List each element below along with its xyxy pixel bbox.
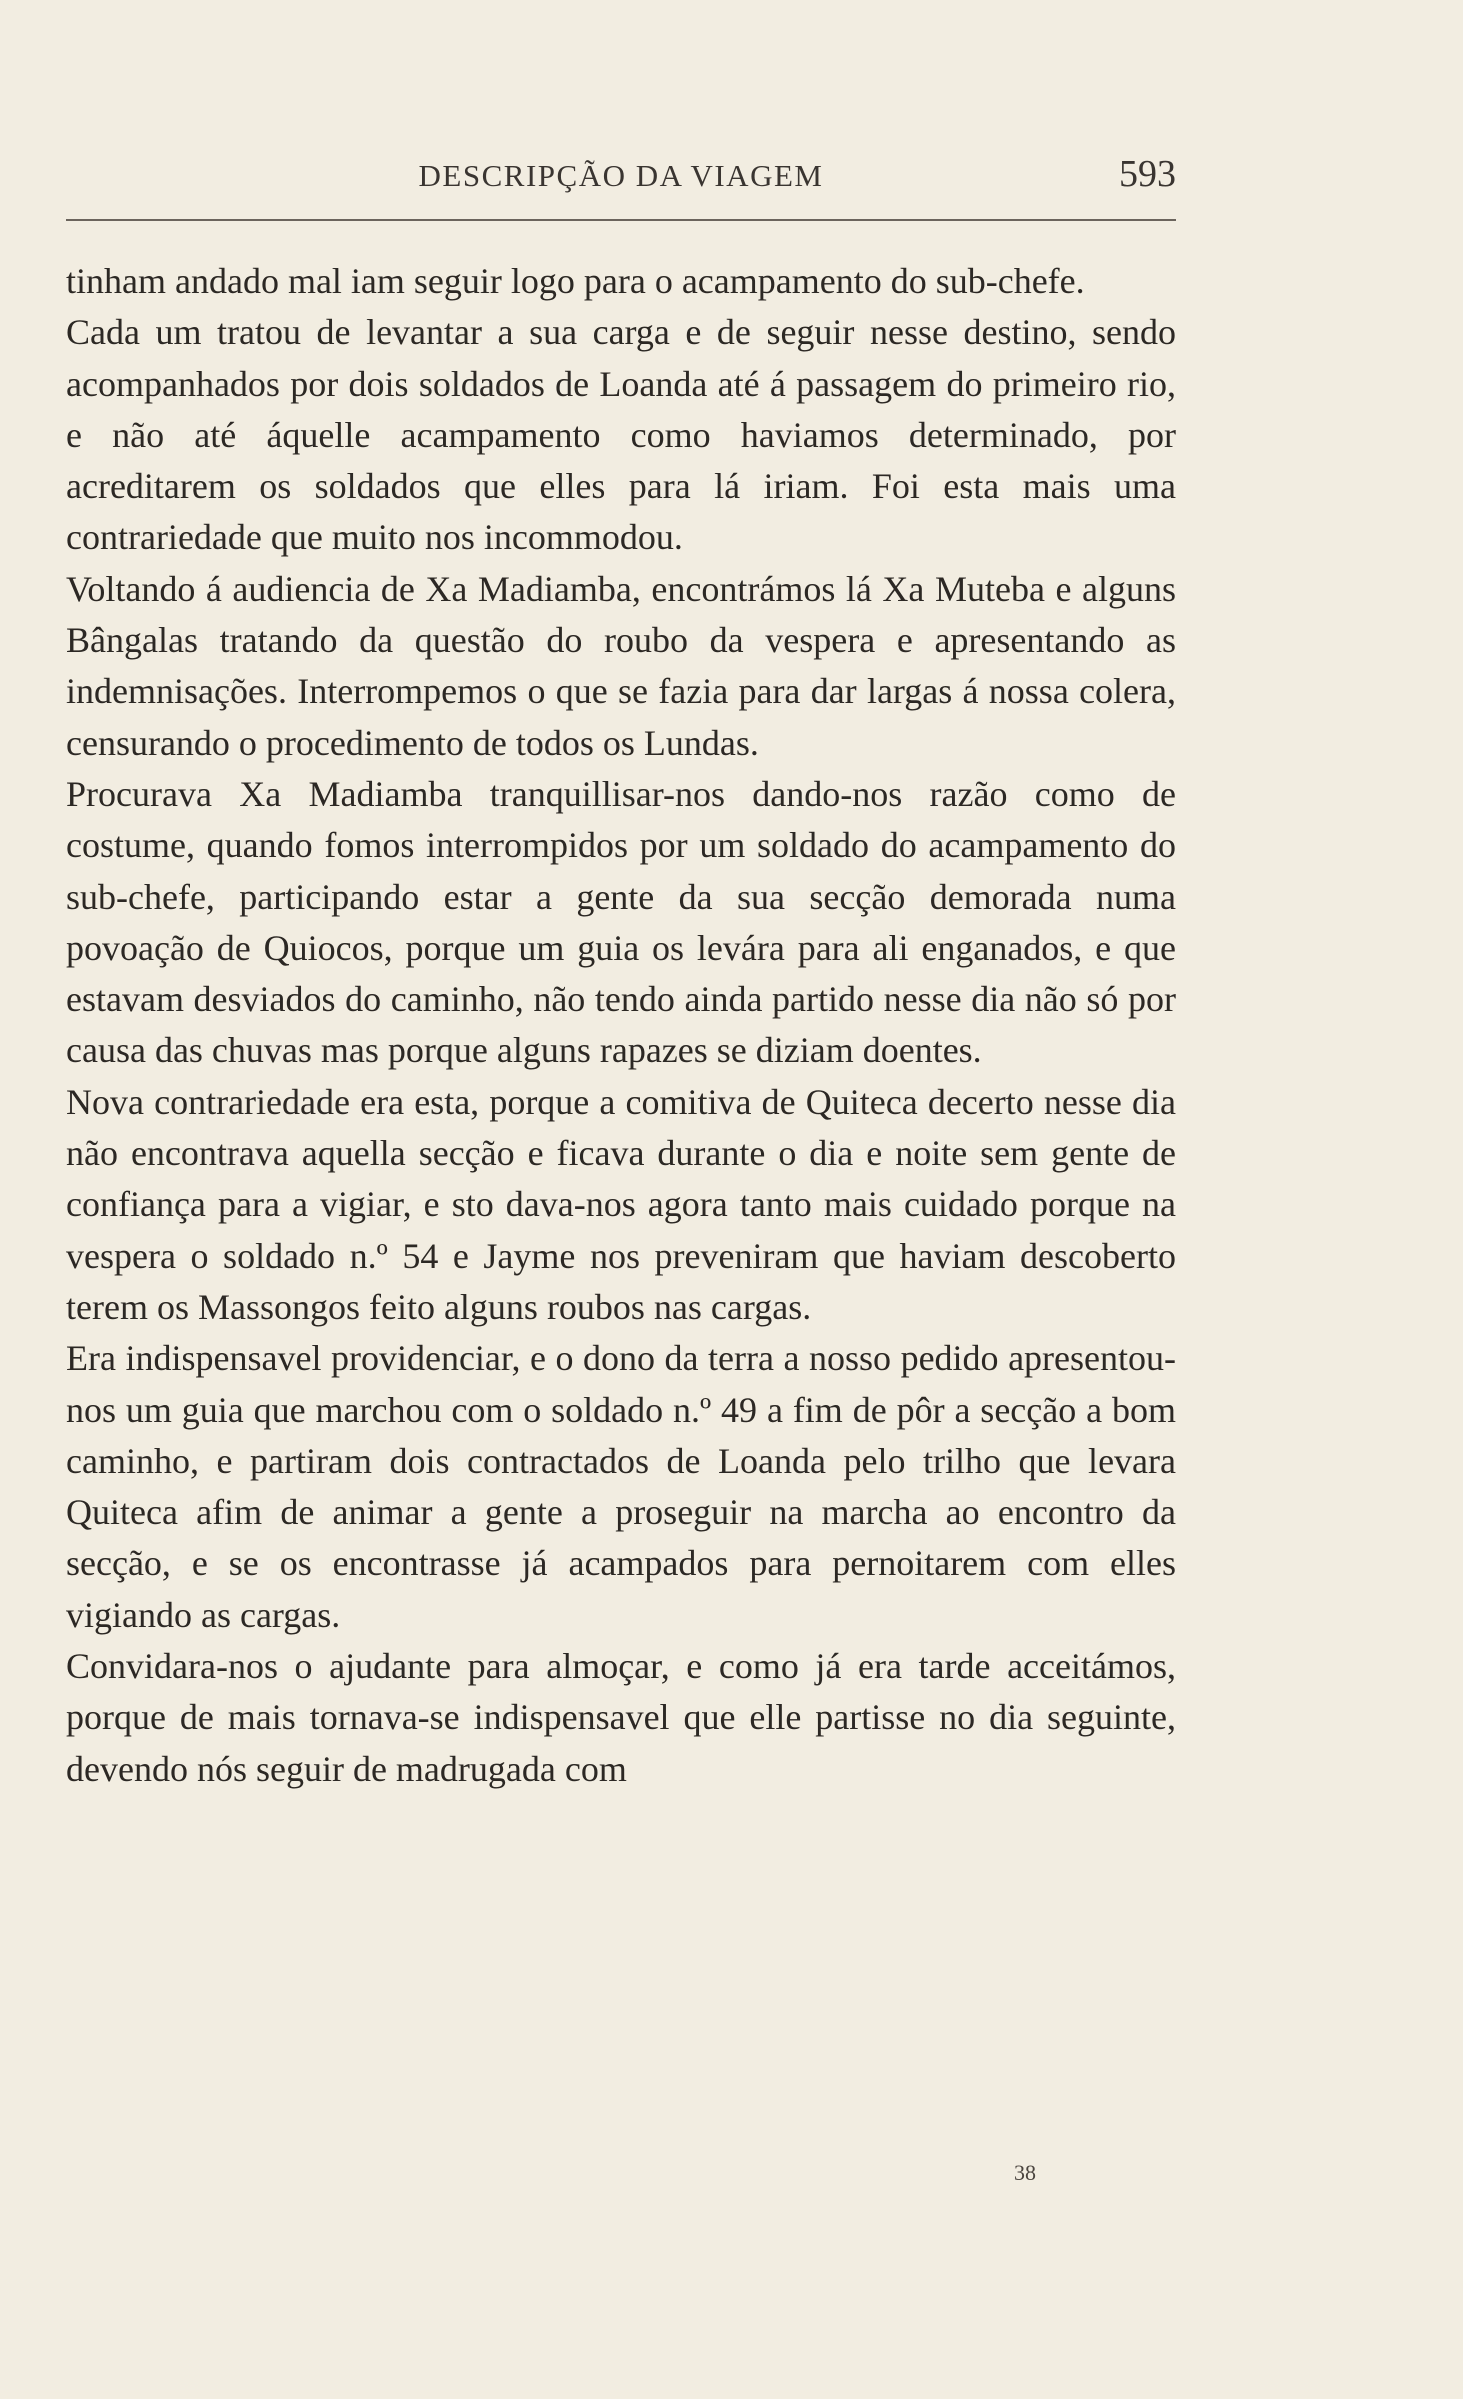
body-text — [66, 256, 1176, 1795]
paragraph: Era indispensavel providenciar, e o dono da terra a nosso pedido apresentou-nos um guia que marchou com o soldado n.º 49 a fim de pôr a secção a bom caminho, e partiram dois contractados de Loanda pelo trilho que levara Quiteca afim de animar a gente a proseguir na marcha ao encontro da secção, e se os encontrasse já acampados para pernoitarem com elles vigiando as cargas. — [66, 1338, 1176, 1635]
page-header — [66, 150, 1176, 206]
paragraph: Convidara-nos o ajudante para almoçar, e como já era tarde acceitámos, porque de mais tornava-se indispensavel que elle partisse no dia seguinte, devendo nós seguir de madrugada com — [66, 1646, 1176, 1789]
paragraph: tinham andado mal iam seguir logo para o acampamento do sub-chefe. — [66, 261, 1085, 301]
paragraph: Procurava Xa Madiamba tranquillisar-nos dando-nos razão como de costume, quando fomos interrompidos por um soldado do acampamento do sub-chefe, participando estar a gente da sua secção demorada numa povoação de Quiocos, porque um guia os levára para ali enganados, e que estavam desviados do caminho, não tendo ainda partido nesse dia não só por causa das chuvas mas porque alguns rapazes se diziam doentes. — [66, 773, 1176, 1071]
page-number: 593 — [1119, 153, 1176, 195]
paragraph: Cada um tratou de levantar a sua carga e de seguir nesse destino, sendo acompanhados por dois soldados de Loanda até á passagem do primeiro rio, e não até áquelle acampamento como haviamos determinado, por acreditarem os soldados que elles para lá iriam. Foi esta mais uma contrariedade que muito nos incommodou. — [66, 312, 1176, 558]
paragraph: Voltando á audiencia de Xa Madiamba, encontrámos lá Xa Muteba e alguns Bângalas tratando da questão do roubo da vespera e apresentando as indemnisações. Interrompemos o que se fazia para dar largas á nossa colera, censurando o procedimento de todos os Lundas. — [66, 568, 1176, 763]
signature-mark: 38 — [1014, 2160, 1036, 2185]
paragraph: Nova contrariedade era esta, porque a comitiva de Quiteca decerto nesse dia não encontrava aquella secção e ficava durante o dia e noite sem gente de confiança para a vigiar, e sto dava-nos agora tanto mais cuidado porque na vespera o soldado n.º 54 e Jayme nos preveniram que haviam descoberto terem os Massongos feito alguns roubos nas cargas. — [66, 1081, 1176, 1327]
running-head: DESCRIPÇÃO DA VIAGEM — [418, 158, 824, 193]
header-rule — [66, 219, 1176, 221]
